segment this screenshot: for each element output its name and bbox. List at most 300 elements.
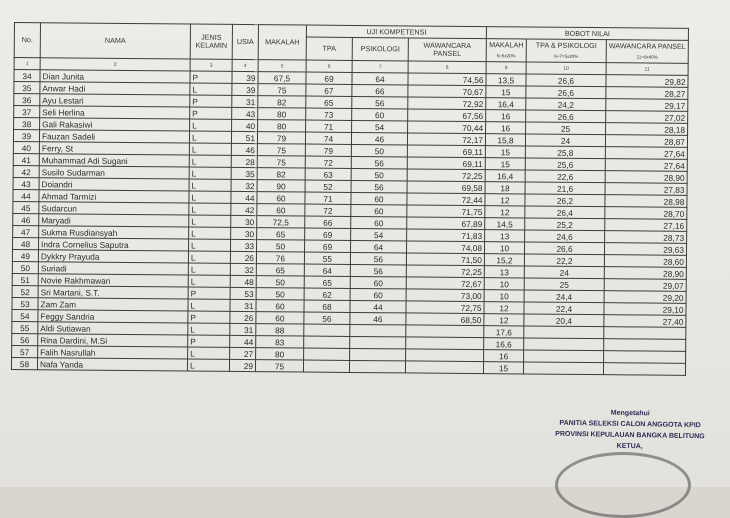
row-no: 42 [13,165,39,177]
row-psikologi: 56 [350,252,406,264]
row-no: 49 [12,249,38,261]
header-uji-kompetensi: UJI KOMPETENSI [306,25,486,39]
row-bobot-wawancara: 27,02 [606,111,688,124]
row-usia: 31 [230,323,256,335]
row-makalah: 72,5 [257,216,305,228]
row-tpa: 79 [305,144,351,156]
row-jenis-kelamin: P [190,71,232,83]
row-jenis-kelamin: L [189,167,231,179]
row-psikologi: 56 [351,180,407,192]
row-bobot-wawancara: 28,90 [604,267,686,280]
row-psikologi: 46 [351,132,407,144]
row-usia: 46 [231,143,257,155]
row-tpa: 69 [305,228,351,240]
row-bobot-wawancara: 28,98 [605,195,687,208]
row-nama: Indra Cornelius Saputra [39,238,189,251]
row-tpa [303,360,349,372]
row-nama: Maryadi [39,214,189,227]
row-tpa [304,348,350,360]
row-makalah: 80 [258,120,306,132]
row-bobot-tpa-psikologi: 25,6 [525,158,605,171]
row-jenis-kelamin: L [189,179,231,191]
row-nama: Ahmad Tarmizi [39,190,189,203]
row-usia: 30 [231,227,257,239]
row-makalah: 75 [257,156,305,168]
row-jenis-kelamin: L [188,323,230,335]
header-psikologi: PSIKOLOGI [352,37,408,60]
row-bobot-wawancara: 27,83 [605,183,687,196]
row-usia: 51 [231,131,257,143]
row-bobot-makalah: 13 [484,266,524,278]
col-number: 11 [606,63,688,76]
row-bobot-makalah: 17,6 [484,326,524,338]
row-jenis-kelamin: L [189,155,231,167]
row-jenis-kelamin: L [188,263,230,275]
row-usia: 43 [232,107,258,119]
row-usia: 31 [230,299,256,311]
row-psikologi: 60 [351,204,407,216]
stamp-seal [555,452,691,518]
col-number: 6 [306,60,352,72]
row-nama: Gali Rakasiwi [40,118,190,131]
row-tpa: 71 [306,120,352,132]
col-number: 3 [190,59,232,71]
row-bobot-makalah: 15 [486,86,526,98]
row-bobot-tpa-psikologi: 25 [524,278,604,291]
row-nama: Sukma Rusdiansyah [39,226,189,239]
row-jenis-kelamin: L [187,359,229,371]
footer-ketua: KETUA, [616,442,643,451]
row-bobot-makalah: 14,5 [485,218,525,230]
row-wawancara: 67,56 [408,109,486,122]
row-no: 37 [14,106,40,118]
row-wawancara: 69,11 [407,145,485,158]
row-jenis-kelamin: P [188,335,230,347]
row-jenis-kelamin: L [188,251,230,263]
row-wawancara: 70,67 [408,85,486,98]
row-usia: 39 [232,83,258,95]
row-psikologi: 66 [352,84,408,96]
row-bobot-makalah: 15 [485,146,525,158]
row-bobot-makalah: 15,2 [484,254,524,266]
row-no: 57 [12,345,38,357]
row-tpa: 52 [305,180,351,192]
row-bobot-makalah: 12 [485,206,525,218]
header-makalah: MAKALAH [258,25,306,60]
row-wawancara: 72,75 [406,301,484,314]
row-jenis-kelamin: L [189,239,231,251]
row-tpa: 64 [304,264,350,276]
row-usia: 35 [231,167,257,179]
row-nama: Ferry, St [39,142,189,155]
row-nama: Doiandri [39,178,189,191]
footer-provinsi: PROVINSI KEPULAUAN BANGKA BELITUNG [555,430,705,441]
row-nama: Rina Dardini, M.Si [38,334,188,347]
row-makalah: 60 [256,300,304,312]
row-no: 35 [14,82,40,94]
row-usia: 42 [231,203,257,215]
header-bobot-makalah-formula: 5=5x20% [496,52,516,58]
row-makalah: 82 [258,96,306,108]
row-wawancara: 71,75 [407,205,485,218]
row-bobot-makalah: 13,5 [486,74,526,86]
row-tpa [304,336,350,348]
row-usia: 40 [232,119,258,131]
row-bobot-wawancara: 27,16 [605,219,687,232]
row-nama: Sri Martani, S.T. [38,286,188,299]
row-tpa: 69 [305,240,351,252]
row-bobot-makalah: 16 [486,122,526,134]
row-no: 38 [14,118,40,130]
row-makalah: 50 [256,288,304,300]
row-bobot-makalah: 15 [485,158,525,170]
row-jenis-kelamin: P [190,107,232,119]
row-no: 52 [12,285,38,297]
row-jenis-kelamin: P [190,95,232,107]
row-tpa: 69 [306,72,352,84]
header-tpa: TPA [306,37,352,60]
row-usia: 39 [232,71,258,83]
row-makalah: 75 [257,144,305,156]
header-nama: NAMA [40,23,190,59]
row-nama: Anwar Hadi [40,82,190,95]
row-bobot-wawancara: 28,87 [605,135,687,148]
row-makalah: 79 [257,132,305,144]
row-usia: 32 [231,179,257,191]
col-number: 9 [486,62,526,74]
header-bobot-tpa-psikologi: TPA & PSIKOLOGI 6+7=5x20% [526,39,606,63]
row-psikologi: 64 [352,72,408,84]
row-tpa [304,324,350,336]
header-bobot-tpa-formula: 6+7=5x20% [554,53,579,59]
row-nama: Ayu Lestari [40,94,190,107]
row-bobot-wawancara: 28,70 [605,207,687,220]
header-bobot-makalah: MAKALAH 5=5x20% [486,39,526,62]
header-wawancara-pansel: WAWANCARA PANSEL [408,38,486,62]
row-makalah: 80 [256,348,304,360]
row-tpa: 71 [305,192,351,204]
row-no: 47 [13,225,39,237]
row-wawancara: 72,92 [408,97,486,110]
row-bobot-makalah: 15 [483,362,523,374]
row-makalah: 83 [256,336,304,348]
row-wawancara [406,325,484,338]
row-bobot-tpa-psikologi: 26,6 [526,86,606,99]
row-no: 34 [14,70,40,82]
row-nama: Fauzan Sadeli [39,130,189,143]
header-bobot-nilai: BOBOT NILAI [486,27,688,41]
col-number: 1 [14,58,40,70]
row-wawancara [406,337,484,350]
row-bobot-tpa-psikologi: 24,6 [525,230,605,243]
row-tpa: 66 [305,216,351,228]
col-number: 7 [352,60,408,72]
row-bobot-tpa-psikologi: 24,2 [526,98,606,111]
row-bobot-tpa-psikologi [524,338,604,351]
row-wawancara [406,349,484,362]
row-psikologi: 46 [350,312,406,324]
row-bobot-wawancara: 29,63 [604,243,686,256]
row-nama: Novie Rakhmawan [38,274,188,287]
row-bobot-wawancara: 28,73 [605,231,687,244]
row-tpa: 55 [304,252,350,264]
row-usia: 44 [230,335,256,347]
row-tpa: 56 [304,312,350,324]
row-no: 40 [13,141,39,153]
row-jenis-kelamin: P [188,287,230,299]
row-jenis-kelamin: L [188,275,230,287]
row-wawancara: 74,56 [408,73,486,86]
row-usia: 44 [231,191,257,203]
row-no: 46 [13,213,39,225]
row-wawancara: 68,50 [406,313,484,326]
row-bobot-makalah: 16 [486,110,526,122]
row-psikologi: 44 [350,300,406,312]
row-tpa: 62 [304,288,350,300]
row-psikologi: 64 [351,240,407,252]
row-no: 39 [13,130,39,142]
row-tpa: 74 [305,132,351,144]
row-bobot-makalah: 18 [485,182,525,194]
row-psikologi [350,348,406,360]
row-psikologi: 60 [351,192,407,204]
row-bobot-wawancara: 28,27 [606,87,688,100]
row-bobot-tpa-psikologi: 22,6 [525,170,605,183]
row-bobot-makalah: 16,6 [484,338,524,350]
row-psikologi: 56 [350,264,406,276]
row-tpa: 72 [305,204,351,216]
row-nama: Nafa Yanda [37,358,187,371]
row-psikologi: 56 [352,96,408,108]
row-bobot-makalah: 13 [485,230,525,242]
row-usia: 27 [230,347,256,359]
footer-mengetahui: Mengetahui [610,409,650,418]
row-bobot-tpa-psikologi: 26,6 [526,74,606,87]
row-jenis-kelamin: L [189,203,231,215]
row-makalah: 50 [256,276,304,288]
row-wawancara: 71,83 [407,229,485,242]
row-nama: Falih Nasrullah [38,346,188,359]
row-bobot-wawancara [604,327,686,340]
row-nama: Zam Zam [38,298,188,311]
row-wawancara: 69,11 [407,157,485,170]
row-no: 44 [13,189,39,201]
row-usia: 26 [230,311,256,323]
row-psikologi [349,360,405,372]
row-no: 43 [13,177,39,189]
row-bobot-wawancara [604,339,686,352]
row-wawancara: 67,89 [407,217,485,230]
row-bobot-wawancara: 29,10 [604,303,686,316]
row-bobot-tpa-psikologi [524,350,604,363]
row-tpa: 63 [305,168,351,180]
row-no: 50 [12,261,38,273]
row-wawancara: 72,67 [406,277,484,290]
row-usia: 32 [230,263,256,275]
row-bobot-wawancara: 29,20 [604,291,686,304]
row-bobot-tpa-psikologi: 26,4 [525,206,605,219]
footer-panitia: PANITIA SELEKSI CALON ANGGOTA KPID [559,419,701,430]
row-bobot-makalah: 12 [484,314,524,326]
row-bobot-tpa-psikologi [524,326,604,339]
row-psikologi: 54 [352,120,408,132]
row-no: 45 [13,201,39,213]
row-nama: Dykkry Prayuda [38,250,188,263]
row-wawancara: 72,17 [407,133,485,146]
header-bobot-wawancara-formula: 11=8x40% [636,53,658,60]
row-psikologi: 54 [351,228,407,240]
row-bobot-wawancara: 28,18 [606,123,688,136]
row-no: 54 [12,309,38,321]
row-tpa: 73 [306,108,352,120]
row-wawancara: 72,44 [407,193,485,206]
row-wawancara: 70,44 [408,121,486,134]
row-psikologi: 60 [350,288,406,300]
row-psikologi [350,336,406,348]
score-table [11,22,689,376]
row-nama: Muhammad Adi Sugani [39,154,189,167]
row-bobot-wawancara: 27,64 [605,159,687,172]
row-bobot-tpa-psikologi: 24 [525,134,605,147]
row-usia: 33 [231,239,257,251]
row-usia: 30 [231,215,257,227]
row-nama: Sudarcun [39,202,189,215]
row-makalah: 80 [258,108,306,120]
row-makalah: 76 [256,252,304,264]
row-bobot-wawancara: 29,82 [606,75,688,88]
row-makalah: 88 [256,324,304,336]
row-usia: 29 [229,359,255,371]
row-makalah: 65 [256,264,304,276]
row-usia: 53 [230,287,256,299]
row-bobot-tpa-psikologi: 24,4 [524,290,604,303]
header-jenis-kelamin: JENIS KELAMIN [190,24,232,59]
row-nama: Suriadi [38,262,188,275]
row-usia: 31 [232,95,258,107]
row-wawancara: 72,25 [406,265,484,278]
row-bobot-makalah: 10 [484,290,524,302]
row-jenis-kelamin: L [190,119,232,131]
row-psikologi: 50 [351,168,407,180]
row-wawancara: 71,50 [406,253,484,266]
row-no: 36 [14,94,40,106]
row-makalah: 60 [257,204,305,216]
row-jenis-kelamin: L [189,227,231,239]
row-bobot-wawancara: 28,90 [605,171,687,184]
row-bobot-tpa-psikologi: 22,2 [524,254,604,267]
row-bobot-makalah: 10 [484,242,524,254]
row-no: 58 [11,357,37,369]
row-jenis-kelamin: L [188,299,230,311]
row-bobot-wawancara: 29,17 [606,99,688,112]
row-psikologi [350,324,406,336]
row-wawancara: 69,58 [407,181,485,194]
row-bobot-wawancara [603,363,685,376]
row-jenis-kelamin: L [188,347,230,359]
row-bobot-tpa-psikologi: 26,6 [526,110,606,123]
row-nama: Aldi Sutiawan [38,322,188,335]
row-bobot-tpa-psikologi: 24 [524,266,604,279]
row-psikologi: 50 [351,144,407,156]
row-tpa: 65 [306,96,352,108]
col-number: 10 [526,62,606,75]
header-bobot-wawancara: WAWANCARA PANSEL 11=8x40% [606,40,688,64]
row-psikologi: 56 [351,156,407,168]
row-tpa: 67 [306,84,352,96]
row-jenis-kelamin: L [189,131,231,143]
row-bobot-makalah: 15,8 [485,134,525,146]
row-makalah: 75 [258,84,306,96]
row-no: 56 [12,333,38,345]
row-psikologi: 60 [351,216,407,228]
row-bobot-wawancara: 27,64 [605,147,687,160]
row-bobot-tpa-psikologi: 26,6 [524,242,604,255]
row-jenis-kelamin: L [189,191,231,203]
signature-block [540,406,721,453]
row-nama: Seli Herlina [40,106,190,119]
col-number: 4 [232,59,258,71]
row-bobot-wawancara [604,351,686,364]
row-psikologi: 60 [350,276,406,288]
row-bobot-wawancara: 27,40 [604,315,686,328]
row-jenis-kelamin: L [189,215,231,227]
row-wawancara: 74,08 [406,241,484,254]
row-no: 55 [12,321,38,333]
row-bobot-makalah: 12 [485,194,525,206]
row-bobot-makalah: 10 [484,278,524,290]
row-usia: 48 [230,275,256,287]
row-no: 41 [13,153,39,165]
row-wawancara: 72,25 [407,169,485,182]
row-tpa: 65 [304,276,350,288]
row-bobot-tpa-psikologi: 20,4 [524,314,604,327]
col-number: 5 [258,60,306,72]
header-usia: USIA [232,24,258,59]
row-no: 51 [12,273,38,285]
row-bobot-tpa-psikologi: 25,8 [525,146,605,159]
row-makalah: 90 [257,180,305,192]
row-bobot-tpa-psikologi: 21,6 [525,182,605,195]
row-makalah: 65 [257,228,305,240]
row-bobot-tpa-psikologi: 25 [526,122,606,135]
row-jenis-kelamin: L [189,143,231,155]
row-bobot-wawancara: 29,07 [604,279,686,292]
row-wawancara: 73,00 [406,289,484,302]
row-tpa: 72 [305,156,351,168]
row-no: 48 [13,237,39,249]
row-makalah: 67,5 [258,72,306,84]
row-bobot-makalah: 16,4 [485,170,525,182]
row-psikologi: 60 [352,108,408,120]
row-nama: Dian Junita [40,70,190,83]
row-bobot-tpa-psikologi: 26,2 [525,194,605,207]
row-usia: 28 [231,155,257,167]
row-makalah: 82 [257,168,305,180]
col-number: 2 [40,58,190,71]
row-makalah: 50 [257,240,305,252]
row-bobot-tpa-psikologi: 22,4 [524,302,604,315]
row-jenis-kelamin: P [188,311,230,323]
row-nama: Susilo Sudarman [39,166,189,179]
row-makalah: 60 [256,312,304,324]
row-bobot-makalah: 12 [484,302,524,314]
row-jenis-kelamin: L [190,83,232,95]
row-no: 53 [12,297,38,309]
row-makalah: 75 [255,360,303,372]
row-bobot-makalah: 16 [484,350,524,362]
row-usia: 26 [230,251,256,263]
row-makalah: 60 [257,192,305,204]
